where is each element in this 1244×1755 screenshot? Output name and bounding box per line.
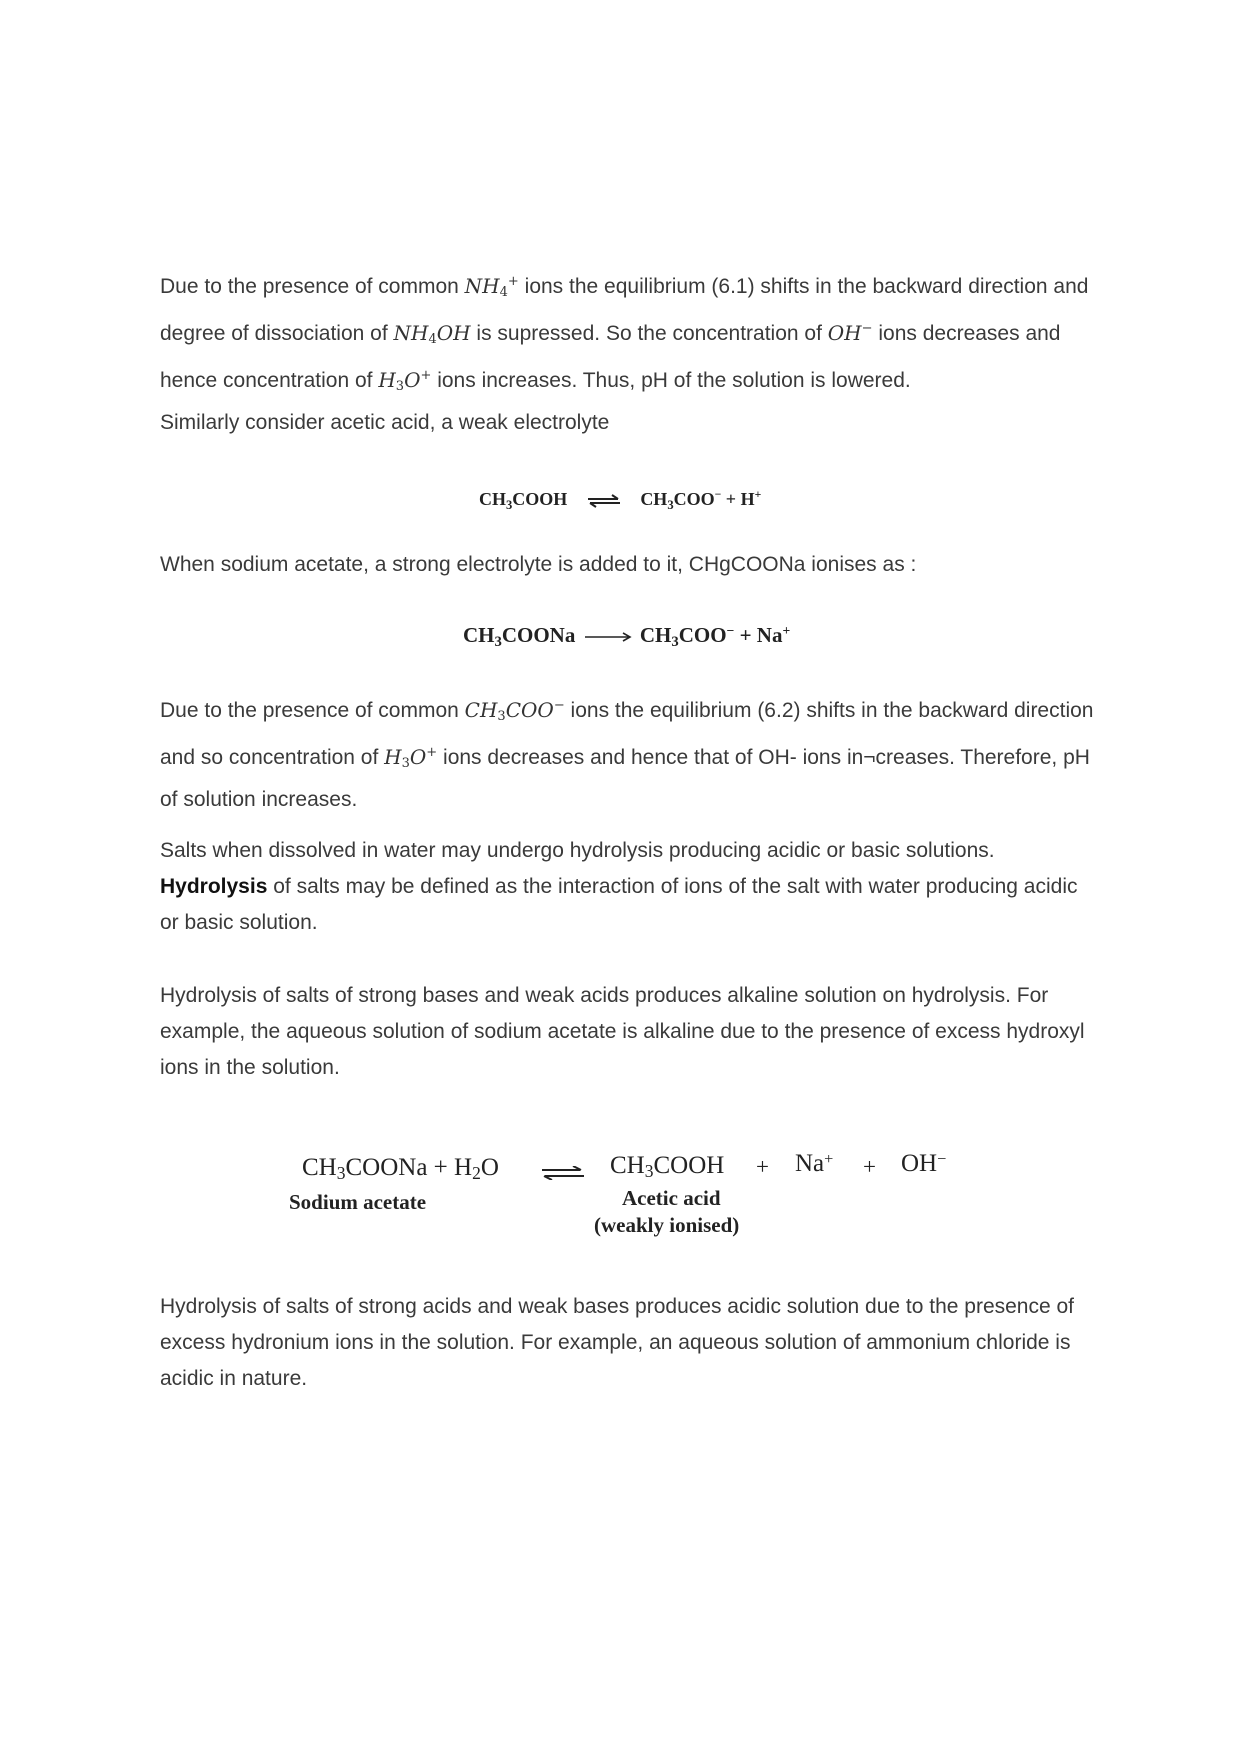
label-weakly-ionised: (weakly ionised) xyxy=(594,1213,740,1237)
formula-h3o-plus: $H_3O^+$ xyxy=(384,745,438,771)
formula-oh-minus: OH− xyxy=(827,321,873,345)
label-sodium-acetate: Sodium acetate xyxy=(289,1190,427,1214)
paragraph-text: When sodium acetate, a strong electrolyte is added to it, CHgCOONa ionises as : xyxy=(160,553,917,576)
paragraph-text: Hydrolysis of salts may be defined as the interaction of ions of the salt with water producing acidic or basic solution. xyxy=(160,875,1078,934)
formula-ch3coo-minus: $CH_3COO^-$ xyxy=(464,698,565,724)
paragraph-common-ion-acetate xyxy=(160,688,1100,818)
paragraph-text: Due to the presence of common $NH_4^+$ ions the equilibrium (6.1) shifts in the backward direction and degree of dissociation of $NH_4OH$ is supressed. So the concentration of OH− ions decreases and hence concentration of $H_3O^+$ ions increases. Thus, pH of the solution is lowered. xyxy=(160,274,1089,394)
formula-h3o-plus: $H_3O^+$ xyxy=(378,368,432,394)
equation-sodium-acetate-ionisation: $CH_3COONa$ $CH_3COO^- + Na^+$ xyxy=(463,623,791,650)
paragraph-acidic-hydrolysis xyxy=(160,1289,1100,1397)
paragraph-text: Hydrolysis of salts of strong acids and weak bases produces acidic solution due to the presence of excess hydronium ions in the solution. For example, an aqueous solution of ammonium chloride is acidic in nature. xyxy=(160,1295,1075,1390)
product-sodium-ion: Na+ xyxy=(795,1150,834,1177)
paragraph-line: Salts when dissolved in water may undergo hydrolysis producing acidic or basic solutions. xyxy=(160,839,995,862)
product-acetic-acid: $CH_3COOH$ xyxy=(610,1152,725,1181)
right-arrow-icon xyxy=(583,631,633,643)
paragraph-line: Similarly consider acetic acid, a weak electrolyte xyxy=(160,411,610,434)
paragraph-hydrolysis-definition xyxy=(160,833,1100,941)
formula-nh4-plus: $NH_4^+$ xyxy=(464,274,519,300)
equation-reactants: $CH_3COONa + H_2O$ xyxy=(302,1154,499,1183)
paragraph-alkaline-hydrolysis xyxy=(160,978,1100,1086)
plus-sign: + xyxy=(863,1154,876,1179)
product-hydroxide-ion: OH− xyxy=(901,1150,947,1177)
plus-sign: + xyxy=(756,1154,769,1179)
equation-acetic-acid-dissociation: $CH_3COOH$ $CH_3COO^- + H^+$ xyxy=(479,488,762,512)
paragraph-text: Hydrolysis of salts of strong bases and weak acids produces alkaline solution on hydrolysis. For example, the aqueous solution of sodium acetate is alkaline due to the presence of excess hydroxyl ions in the solution. xyxy=(160,984,1085,1079)
paragraph-text: Due to the presence of common $CH_3COO^-$ ions the equilibrium (6.2) shifts in the backward direction and so concentration of $H_3O^+$ ions decreases and hence that of OH- ions in¬creases. Therefore, pH of solution increases. xyxy=(160,698,1094,811)
keyword-hydrolysis: Hydrolysis xyxy=(160,875,268,898)
label-acetic-acid: Acetic acid xyxy=(622,1186,721,1210)
paragraph-common-ion-nh4 xyxy=(160,264,1100,441)
equilibrium-arrow-icon xyxy=(584,494,624,508)
paragraph-sodium-acetate xyxy=(160,547,1100,583)
equilibrium-arrow-icon xyxy=(540,1166,586,1180)
formula-nh4oh: $NH_4OH$ xyxy=(393,321,471,347)
